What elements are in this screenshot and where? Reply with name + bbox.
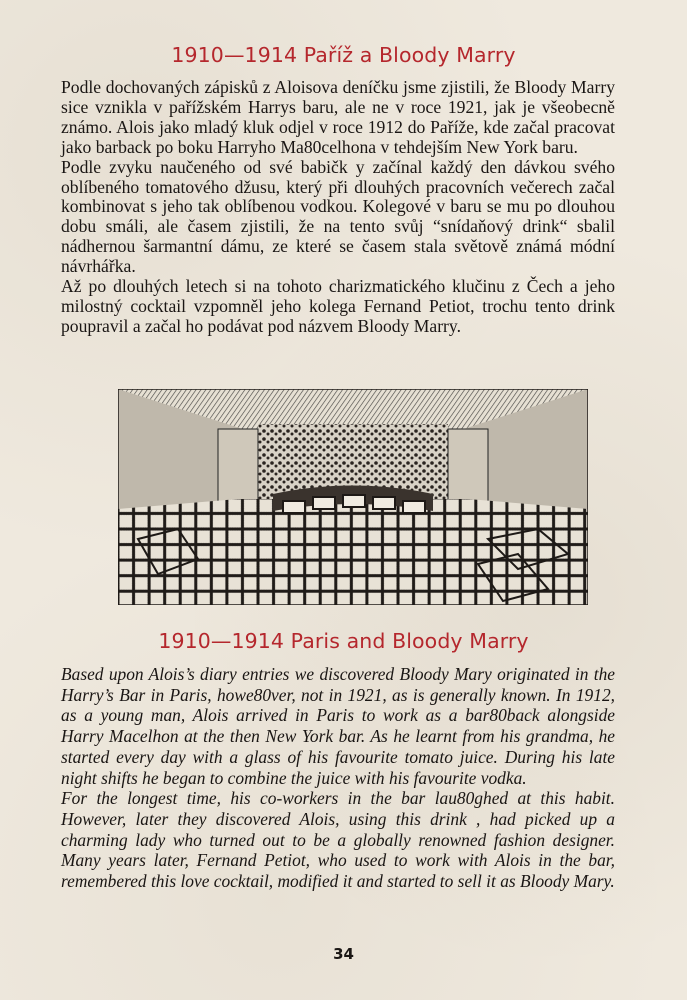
- paragraph: Based upon Alois’s diary entries we discovered Bloody Mary originated in the Harry’s Bar in Paris, howe80ver, not in 1921, as is generally known. In 1912, as a young man, Alois arrived in Paris to work as a bar80back alongside Harry Macelhon at the then New York bar. As he learnt from his grandma, he started every day with a glass of his favourite tomato juice. During his late night shifts he began to combine the juice with his favourite vodka.: [61, 664, 615, 788]
- paragraph: Podle zvyku naučeného od své babičk y začínal každý den dávkou svého oblíbeného tomatového džusu, který při dlouhých pracovních večerech začal kombinovat s jeho tak oblíbenou vodkou. Kolegové v baru se mu po dlouhou dobu smáli, ale časem zjistili, že na tento svůj “snídaňový drink“ sbalil nádhernou šarmantní dámu, ze které se časem stala světově známá módní návrhářka.: [61, 156, 615, 277]
- section-heading-english: 1910—1914 Paris and Bloody Marry: [158, 629, 529, 653]
- english-text: [61, 664, 615, 892]
- page-number: 34: [333, 945, 354, 963]
- paragraph: Podle dochovaných zápisků z Aloisova deníčku jsme zjistili, že Bloody Marry sice vznikla v pařížském Harrys baru, ale ne v roce 1921, jak je všeobecně známo. Alois jako mladý kluk odjel v roce 1912 do Paříže, kde začal pracovat jako barback po boku Harryho Ma80celhona v tehdejším New York baru.: [61, 77, 615, 157]
- paragraph: For the longest time, his co-workers in the bar lau80ghed at this habit. However, later they discovered Alois, using this drink , had picked up a charming lady who turned out to be a globally renowned fashion designer. Many years later, Fernand Petiot, who used to work with Alois in the bar, remembered this love cocktail, modified it and started to sell it as Bloody Mary.: [61, 788, 615, 892]
- section-heading-czech: 1910—1914 Paříž a Bloody Marry: [171, 43, 516, 67]
- czech-text: [61, 78, 615, 337]
- paragraph: Až po dlouhých letech si na tohoto charizmatického klučinu z Čech a jeho milostný cocktail vzpomněl jeho kolega Fernand Petiot, trochu tento drink poupravil a začal ho podávat pod názvem Bloody Marry.: [61, 276, 615, 336]
- bar-interior-illustration: [118, 389, 588, 605]
